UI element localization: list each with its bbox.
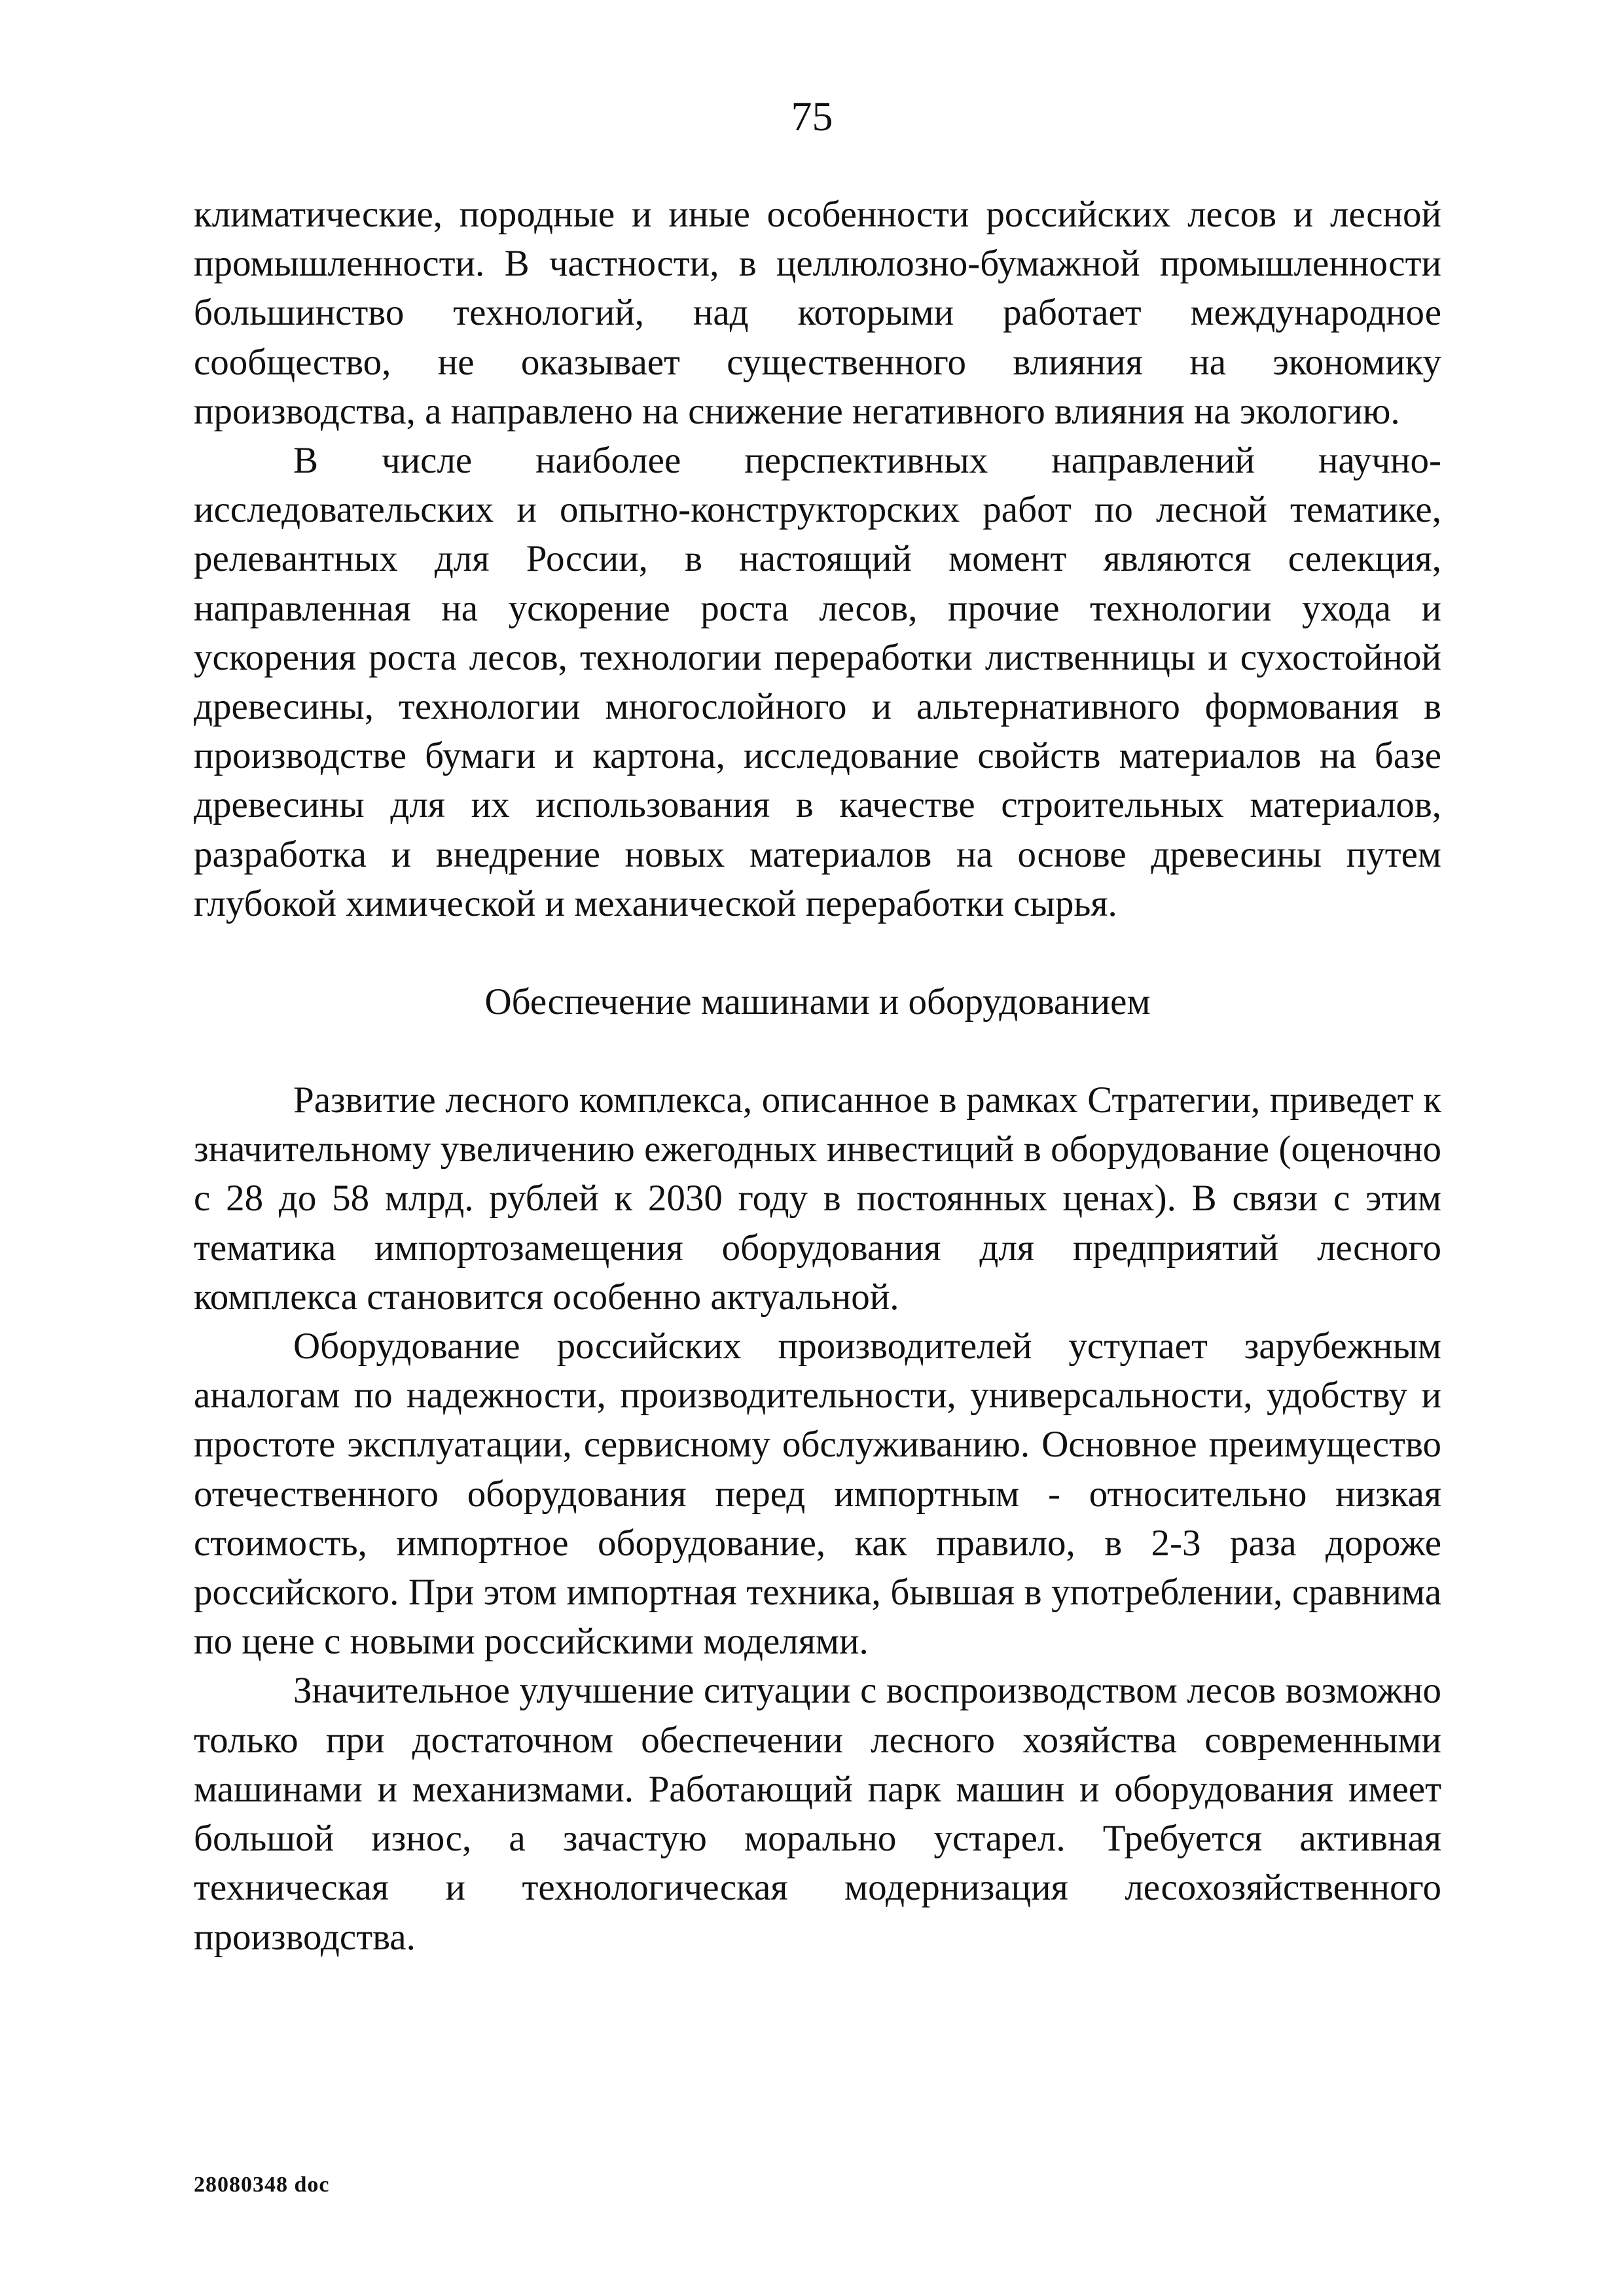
paragraph-investment: Развитие лесного комплекса, описанное в рамках Стратегии, приведет к значительному увеличению ежегодных инвестиций в оборудование (оценочно с 28 до 58 млрд. рублей к 2030 году в постоянных ценах). В связи с этим тематика импортозамещения оборудования для предприятий лесного комплекса становится особенно актуальной. — [194, 1079, 1441, 1318]
document-body — [194, 190, 1441, 1962]
document-id: 28080348 doc — [194, 2173, 330, 2197]
paragraph-research-directions: В числе наиболее перспективных направлений научно-исследовательских и опытно-конструкторских работ по лесной тематике, релевантных для России, в настоящий момент являются селекция, направленная на ускорение роста лесов, прочие технологии ухода и ускорения роста лесов, технологии переработки лиственницы и сухостойной древесины, технологии многослойного и альтернативного формования в производстве бумаги и картона, исследование свойств материалов на базе древесины для их использования в качестве строительных материалов, разработка и внедрение новых материалов на основе древесины путем глубокой химической и механической переработки сырья. — [194, 440, 1441, 924]
paragraph-modernization: Значительное улучшение ситуации с воспроизводством лесов возможно только при достаточном обеспечении лесного хозяйства современными машинами и механизмами. Работающий парк машин и оборудования имеет большой износ, а зачастую морально устарел. Требуется активная техническая и технологическая модернизация лесохозяйственного производства. — [194, 1670, 1441, 1958]
paragraph-equipment-comparison: Оборудование российских производителей уступает зарубежным аналогам по надежности, производительности, универсальности, удобству и простоте эксплуатации, сервисному обслуживанию. Основное преимущество отечественного оборудования перед импортным - относительно низкая стоимость, импортное оборудование, как правило, в 2-3 раза дороже российского. При этом импортная техника, бывшая в употреблении, сравнима по цене с новыми российскими моделями. — [194, 1326, 1441, 1663]
section-heading: Обеспечение машинами и оборудованием — [484, 981, 1151, 1023]
page-number: 75 — [791, 93, 833, 139]
paragraph-continuation: климатические, породные и иные особенности российских лесов и лесной промышленности. В частности, в целлюлозно-бумажной промышленности большинство технологий, над которыми работает международное сообщество, не оказывает существенного влияния на экономику производства, а направлено на снижение негативного влияния на экологию. — [194, 194, 1441, 432]
